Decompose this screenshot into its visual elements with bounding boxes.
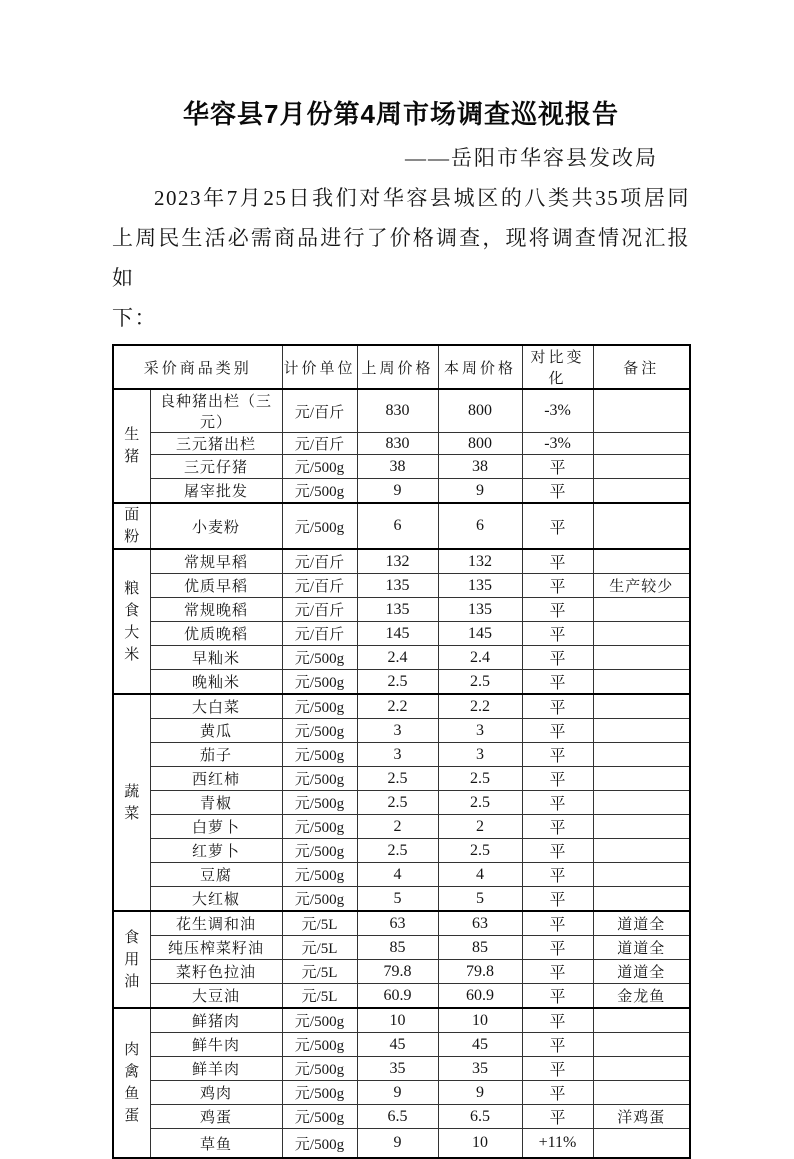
category-label: 面粉 xyxy=(124,507,140,545)
last-week-price: 830 xyxy=(357,433,438,455)
last-week-price: 63 xyxy=(357,911,438,936)
last-week-price: 4 xyxy=(357,863,438,887)
unit-cell: 元/500g xyxy=(282,719,357,743)
item-cell: 小麦粉 xyxy=(150,503,282,549)
note-cell xyxy=(593,503,690,549)
item-cell: 草鱼 xyxy=(150,1129,282,1159)
item-cell: 鲜猪肉 xyxy=(150,1008,282,1033)
paragraph-line-2: 上周民生活必需商品进行了价格调查，现将调查情况汇报如 xyxy=(112,226,690,290)
item-cell: 白萝卜 xyxy=(150,815,282,839)
last-week-price: 35 xyxy=(357,1057,438,1081)
note-cell: 道道全 xyxy=(593,936,690,960)
item-cell: 大红椒 xyxy=(150,887,282,912)
change-cell: 平 xyxy=(522,479,593,504)
table-row xyxy=(113,911,690,936)
change-cell: 平 xyxy=(522,863,593,887)
item-cell: 大白菜 xyxy=(150,694,282,719)
change-cell: 平 xyxy=(522,574,593,598)
this-week-price: 4 xyxy=(438,863,522,887)
this-week-price: 2.2 xyxy=(438,694,522,719)
table-row xyxy=(113,670,690,695)
item-cell: 良种猪出栏（三元） xyxy=(150,389,282,433)
item-cell: 鲜牛肉 xyxy=(150,1033,282,1057)
this-week-price: 45 xyxy=(438,1033,522,1057)
table-row xyxy=(113,719,690,743)
this-week-price: 2 xyxy=(438,815,522,839)
note-cell xyxy=(593,767,690,791)
item-cell: 大豆油 xyxy=(150,984,282,1009)
note-cell xyxy=(593,887,690,912)
note-cell: 道道全 xyxy=(593,911,690,936)
table-row xyxy=(113,549,690,574)
this-week-price: 63 xyxy=(438,911,522,936)
unit-cell: 元/500g xyxy=(282,815,357,839)
unit-cell: 元/500g xyxy=(282,1033,357,1057)
note-cell xyxy=(593,863,690,887)
unit-cell: 元/500g xyxy=(282,503,357,549)
table-header-row xyxy=(113,345,690,389)
note-cell xyxy=(593,791,690,815)
table-row xyxy=(113,389,690,433)
change-cell: 平 xyxy=(522,984,593,1009)
unit-cell: 元/5L xyxy=(282,911,357,936)
change-cell: 平 xyxy=(522,936,593,960)
unit-cell: 元/5L xyxy=(282,960,357,984)
category-cell xyxy=(113,911,150,1008)
this-week-price: 800 xyxy=(438,389,522,433)
table-row xyxy=(113,1057,690,1081)
item-cell: 鸡肉 xyxy=(150,1081,282,1105)
this-week-price: 3 xyxy=(438,719,522,743)
unit-cell: 元/500g xyxy=(282,1105,357,1129)
this-week-price: 2.5 xyxy=(438,839,522,863)
table-row xyxy=(113,815,690,839)
intro-paragraph xyxy=(112,178,690,338)
last-week-price: 60.9 xyxy=(357,984,438,1009)
unit-cell: 元/500g xyxy=(282,839,357,863)
table-row xyxy=(113,743,690,767)
change-cell: 平 xyxy=(522,911,593,936)
last-week-price: 132 xyxy=(357,549,438,574)
unit-cell: 元/500g xyxy=(282,863,357,887)
change-cell: 平 xyxy=(522,815,593,839)
change-cell: 平 xyxy=(522,646,593,670)
table-row xyxy=(113,622,690,646)
table-row xyxy=(113,574,690,598)
this-week-price: 5 xyxy=(438,887,522,912)
change-cell: 平 xyxy=(522,549,593,574)
this-week-price: 10 xyxy=(438,1008,522,1033)
table-row xyxy=(113,960,690,984)
this-week-price: 132 xyxy=(438,549,522,574)
unit-cell: 元/500g xyxy=(282,479,357,504)
note-cell xyxy=(593,670,690,695)
this-week-price: 2.5 xyxy=(438,670,522,695)
note-cell xyxy=(593,1129,690,1159)
unit-cell: 元/500g xyxy=(282,694,357,719)
change-cell: 平 xyxy=(522,670,593,695)
this-week-price: 3 xyxy=(438,743,522,767)
this-week-price: 145 xyxy=(438,622,522,646)
category-cell xyxy=(113,1008,150,1158)
table-row xyxy=(113,694,690,719)
last-week-price: 2.5 xyxy=(357,791,438,815)
unit-cell: 元/百斤 xyxy=(282,549,357,574)
price-survey-table xyxy=(112,344,691,1159)
last-week-price: 3 xyxy=(357,743,438,767)
last-week-price: 10 xyxy=(357,1008,438,1033)
this-week-price: 2.5 xyxy=(438,767,522,791)
change-cell: -3% xyxy=(522,389,593,433)
this-week-price: 135 xyxy=(438,574,522,598)
item-cell: 常规早稻 xyxy=(150,549,282,574)
table-row xyxy=(113,1081,690,1105)
note-cell xyxy=(593,433,690,455)
item-cell: 菜籽色拉油 xyxy=(150,960,282,984)
note-cell xyxy=(593,1008,690,1033)
note-cell xyxy=(593,719,690,743)
note-cell xyxy=(593,479,690,504)
item-cell: 茄子 xyxy=(150,743,282,767)
table-row xyxy=(113,479,690,504)
note-cell xyxy=(593,598,690,622)
this-week-price: 10 xyxy=(438,1129,522,1159)
table-row xyxy=(113,455,690,479)
last-week-price: 2.5 xyxy=(357,670,438,695)
table-row xyxy=(113,1129,690,1159)
last-week-price: 2.4 xyxy=(357,646,438,670)
this-week-price: 2.5 xyxy=(438,791,522,815)
byline: ——岳阳市华容县发改局 xyxy=(405,146,658,170)
table-row xyxy=(113,433,690,455)
item-cell: 鲜羊肉 xyxy=(150,1057,282,1081)
unit-cell: 元/500g xyxy=(282,646,357,670)
this-week-price: 85 xyxy=(438,936,522,960)
table-row xyxy=(113,984,690,1009)
this-week-price: 9 xyxy=(438,479,522,504)
unit-cell: 元/500g xyxy=(282,791,357,815)
note-cell xyxy=(593,743,690,767)
note-cell xyxy=(593,1081,690,1105)
last-week-price: 830 xyxy=(357,389,438,433)
table-row xyxy=(113,1033,690,1057)
item-cell: 三元猪出栏 xyxy=(150,433,282,455)
note-cell xyxy=(593,455,690,479)
unit-cell: 元/百斤 xyxy=(282,622,357,646)
change-cell: 平 xyxy=(522,622,593,646)
unit-cell: 元/500g xyxy=(282,1081,357,1105)
this-week-price: 9 xyxy=(438,1081,522,1105)
unit-cell: 元/5L xyxy=(282,936,357,960)
table-row xyxy=(113,503,690,549)
this-week-price: 6 xyxy=(438,503,522,549)
this-week-price: 60.9 xyxy=(438,984,522,1009)
last-week-price: 2.2 xyxy=(357,694,438,719)
item-cell: 纯压榨菜籽油 xyxy=(150,936,282,960)
note-cell: 道道全 xyxy=(593,960,690,984)
change-cell: +11% xyxy=(522,1129,593,1159)
note-cell xyxy=(593,1033,690,1057)
item-cell: 三元仔猪 xyxy=(150,455,282,479)
header-this-week-price: 本周价格 xyxy=(438,345,522,389)
header-unit: 计价单位 xyxy=(282,345,357,389)
unit-cell: 元/500g xyxy=(282,743,357,767)
unit-cell: 元/百斤 xyxy=(282,598,357,622)
item-cell: 青椒 xyxy=(150,791,282,815)
item-cell: 西红柿 xyxy=(150,767,282,791)
table-row xyxy=(113,839,690,863)
change-cell: -3% xyxy=(522,433,593,455)
table-row xyxy=(113,1105,690,1129)
change-cell: 平 xyxy=(522,598,593,622)
table-row xyxy=(113,598,690,622)
table-row xyxy=(113,887,690,912)
this-week-price: 35 xyxy=(438,1057,522,1081)
table-row xyxy=(113,767,690,791)
last-week-price: 135 xyxy=(357,574,438,598)
note-cell: 洋鸡蛋 xyxy=(593,1105,690,1129)
item-cell: 红萝卜 xyxy=(150,839,282,863)
note-cell xyxy=(593,694,690,719)
last-week-price: 6 xyxy=(357,503,438,549)
item-cell: 鸡蛋 xyxy=(150,1105,282,1129)
table-row xyxy=(113,1008,690,1033)
note-cell: 生产较少 xyxy=(593,574,690,598)
note-cell xyxy=(593,646,690,670)
change-cell: 平 xyxy=(522,719,593,743)
item-cell: 晚籼米 xyxy=(150,670,282,695)
unit-cell: 元/500g xyxy=(282,887,357,912)
header-change: 对比变化 xyxy=(522,345,593,389)
item-cell: 优质早稻 xyxy=(150,574,282,598)
item-cell: 豆腐 xyxy=(150,863,282,887)
this-week-price: 6.5 xyxy=(438,1105,522,1129)
last-week-price: 85 xyxy=(357,936,438,960)
change-cell: 平 xyxy=(522,887,593,912)
last-week-price: 45 xyxy=(357,1033,438,1057)
last-week-price: 38 xyxy=(357,455,438,479)
change-cell: 平 xyxy=(522,694,593,719)
last-week-price: 79.8 xyxy=(357,960,438,984)
table-row xyxy=(113,936,690,960)
note-cell xyxy=(593,622,690,646)
category-cell xyxy=(113,389,150,503)
change-cell: 平 xyxy=(522,1033,593,1057)
change-cell: 平 xyxy=(522,791,593,815)
price-table-body xyxy=(113,389,690,1158)
category-label: 蔬菜 xyxy=(124,783,140,822)
change-cell: 平 xyxy=(522,1057,593,1081)
unit-cell: 元/500g xyxy=(282,1057,357,1081)
last-week-price: 6.5 xyxy=(357,1105,438,1129)
this-week-price: 800 xyxy=(438,433,522,455)
header-last-week-price: 上周价格 xyxy=(357,345,438,389)
change-cell: 平 xyxy=(522,960,593,984)
change-cell: 平 xyxy=(522,767,593,791)
last-week-price: 135 xyxy=(357,598,438,622)
table-row xyxy=(113,791,690,815)
last-week-price: 5 xyxy=(357,887,438,912)
document-content xyxy=(112,96,690,1159)
item-cell: 优质晚稻 xyxy=(150,622,282,646)
note-cell xyxy=(593,549,690,574)
change-cell: 平 xyxy=(522,503,593,549)
last-week-price: 2 xyxy=(357,815,438,839)
change-cell: 平 xyxy=(522,1081,593,1105)
category-cell xyxy=(113,503,150,549)
change-cell: 平 xyxy=(522,839,593,863)
unit-cell: 元/百斤 xyxy=(282,574,357,598)
last-week-price: 3 xyxy=(357,719,438,743)
this-week-price: 38 xyxy=(438,455,522,479)
change-cell: 平 xyxy=(522,455,593,479)
last-week-price: 2.5 xyxy=(357,767,438,791)
change-cell: 平 xyxy=(522,1105,593,1129)
unit-cell: 元/500g xyxy=(282,455,357,479)
unit-cell: 元/百斤 xyxy=(282,433,357,455)
last-week-price: 9 xyxy=(357,1081,438,1105)
unit-cell: 元/500g xyxy=(282,1129,357,1159)
item-cell: 屠宰批发 xyxy=(150,479,282,504)
unit-cell: 元/500g xyxy=(282,767,357,791)
item-cell: 常规晚稻 xyxy=(150,598,282,622)
header-category: 采价商品类别 xyxy=(113,345,282,389)
page-title: 华容县7月份第4周市场调查巡视报告 xyxy=(183,99,619,129)
category-cell xyxy=(113,694,150,911)
category-label: 食用油 xyxy=(124,929,140,990)
last-week-price: 9 xyxy=(357,1129,438,1159)
category-label: 生猪 xyxy=(124,427,140,465)
table-row xyxy=(113,646,690,670)
paragraph-line-3: 下： xyxy=(112,306,157,330)
category-cell xyxy=(113,549,150,694)
unit-cell: 元/500g xyxy=(282,670,357,695)
change-cell: 平 xyxy=(522,743,593,767)
note-cell xyxy=(593,389,690,433)
change-cell: 平 xyxy=(522,1008,593,1033)
item-cell: 早籼米 xyxy=(150,646,282,670)
last-week-price: 145 xyxy=(357,622,438,646)
item-cell: 花生调和油 xyxy=(150,911,282,936)
item-cell: 黄瓜 xyxy=(150,719,282,743)
category-label: 粮食大米 xyxy=(124,580,140,663)
note-cell xyxy=(593,815,690,839)
note-cell xyxy=(593,839,690,863)
paragraph-line-1: 2023年7月25日我们对华容县城区的八类共35项居同 xyxy=(154,186,690,210)
unit-cell: 元/百斤 xyxy=(282,389,357,433)
header-note: 备注 xyxy=(593,345,690,389)
this-week-price: 79.8 xyxy=(438,960,522,984)
unit-cell: 元/5L xyxy=(282,984,357,1009)
last-week-price: 9 xyxy=(357,479,438,504)
this-week-price: 2.4 xyxy=(438,646,522,670)
note-cell: 金龙鱼 xyxy=(593,984,690,1009)
last-week-price: 2.5 xyxy=(357,839,438,863)
table-row xyxy=(113,863,690,887)
unit-cell: 元/500g xyxy=(282,1008,357,1033)
this-week-price: 135 xyxy=(438,598,522,622)
note-cell xyxy=(593,1057,690,1081)
category-label: 肉禽鱼蛋 xyxy=(124,1042,140,1124)
